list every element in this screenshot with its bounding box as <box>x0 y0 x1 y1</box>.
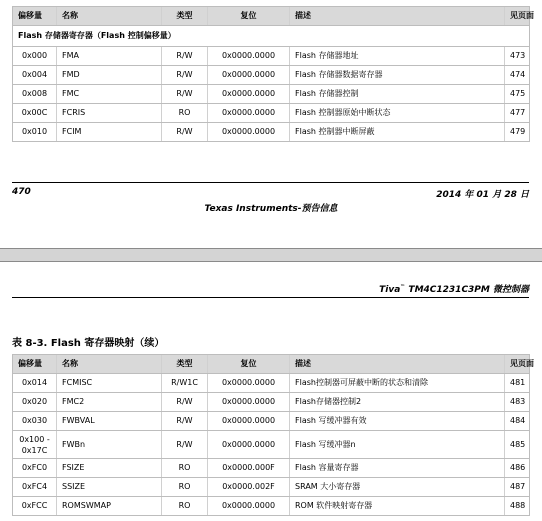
name-cell: FMD <box>57 66 162 85</box>
register-table-continued <box>12 354 534 516</box>
footer-publisher: Texas Instruments-预告信息 <box>204 204 338 214</box>
desc-cell: Flash 控制器原始中断状态 <box>290 104 505 123</box>
col-desc-header: 描述 <box>290 355 505 374</box>
desc-cell: SRAM 大小寄存器 <box>290 478 505 497</box>
table-row <box>13 459 530 478</box>
reset-cell: 0x0000.0000 <box>208 431 290 459</box>
name-cell: FCIM <box>57 123 162 142</box>
table-row <box>13 431 530 459</box>
table-row <box>13 478 530 497</box>
reset-cell: 0x0000.0000 <box>208 393 290 412</box>
desc-cell: Flash 存储器数据寄存器 <box>290 66 505 85</box>
col-page-header: 见页面 <box>505 355 530 374</box>
reset-cell: 0x0000.0000 <box>208 85 290 104</box>
offset-cell: 0x010 <box>13 123 57 142</box>
type-cell: RO <box>162 478 208 497</box>
reset-cell: 0x0000.0000 <box>208 47 290 66</box>
desc-cell: Flash存储器控制2 <box>290 393 505 412</box>
page-link[interactable]: 488 <box>505 497 530 516</box>
table-row <box>13 66 530 85</box>
reset-cell: 0x0000.0000 <box>208 123 290 142</box>
name-cell: FCRIS <box>57 104 162 123</box>
section-title: Flash 存储器寄存器（Flash 控制偏移量） <box>13 26 530 47</box>
page-link[interactable]: 486 <box>505 459 530 478</box>
reset-cell: 0x0000.0000 <box>208 66 290 85</box>
page-link[interactable]: 487 <box>505 478 530 497</box>
page-link[interactable]: 484 <box>505 412 530 431</box>
page-link[interactable]: 485 <box>505 431 530 459</box>
name-cell: FMC <box>57 85 162 104</box>
table-row <box>13 497 530 516</box>
register-table-top <box>12 6 534 142</box>
page-number: 470 <box>12 187 31 197</box>
col-offset-header: 偏移量 <box>13 7 57 26</box>
name-cell: FWBVAL <box>57 412 162 431</box>
name-cell: SSIZE <box>57 478 162 497</box>
offset-cell: 0xFC4 <box>13 478 57 497</box>
name-cell: FSIZE <box>57 459 162 478</box>
desc-cell: Flash控制器可屏蔽中断的状态和清除 <box>290 374 505 393</box>
reset-cell: 0x0000.002F <box>208 478 290 497</box>
col-reset-header: 复位 <box>208 7 290 26</box>
page-header-title <box>379 282 529 295</box>
table-row <box>13 47 530 66</box>
section-row <box>13 26 530 47</box>
offset-cell: 0x00C <box>13 104 57 123</box>
name-cell: FMA <box>57 47 162 66</box>
table-row <box>13 123 530 142</box>
desc-cell: Flash 控制器中断屏蔽 <box>290 123 505 142</box>
desc-cell: Flash 存储器地址 <box>290 47 505 66</box>
offset-cell: 0x000 <box>13 47 57 66</box>
table-row <box>13 104 530 123</box>
type-cell: RO <box>162 497 208 516</box>
offset-cell: 0x008 <box>13 85 57 104</box>
desc-cell: Flash 容量寄存器 <box>290 459 505 478</box>
brand-name: Tiva <box>379 285 401 295</box>
desc-cell: ROM 软件映射寄存器 <box>290 497 505 516</box>
offset-cell: 0x030 <box>13 412 57 431</box>
name-cell: FCMISC <box>57 374 162 393</box>
footer-rule <box>12 182 529 183</box>
reset-cell: 0x0000.0000 <box>208 374 290 393</box>
reset-cell: 0x0000.0000 <box>208 104 290 123</box>
name-cell: FWBn <box>57 431 162 459</box>
offset-cell: 0x020 <box>13 393 57 412</box>
table-caption: 表 8-3. Flash 寄存器映射（续） <box>12 338 165 349</box>
header-rule <box>12 297 529 298</box>
offset-cell: 0x014 <box>13 374 57 393</box>
product-name: TM4C1231C3PM 微控制器 <box>405 285 529 295</box>
col-type-header: 类型 <box>162 7 208 26</box>
offset-cell: 0xFCC <box>13 497 57 516</box>
page-link[interactable]: 473 <box>505 47 530 66</box>
trademark: ™ <box>400 284 406 290</box>
type-cell: R/W <box>162 123 208 142</box>
desc-cell: Flash 写缓冲器n <box>290 431 505 459</box>
type-cell: R/W1C <box>162 374 208 393</box>
col-type-header: 类型 <box>162 355 208 374</box>
reset-cell: 0x0000.0000 <box>208 412 290 431</box>
table-header-row <box>13 355 530 374</box>
table-row <box>13 393 530 412</box>
name-cell: ROMSWMAP <box>57 497 162 516</box>
page-link[interactable]: 479 <box>505 123 530 142</box>
table-header-row <box>13 7 530 26</box>
col-desc-header: 描述 <box>290 7 505 26</box>
offset-cell: 0xFC0 <box>13 459 57 478</box>
table-row <box>13 85 530 104</box>
col-name-header: 名称 <box>57 7 162 26</box>
name-cell: FMC2 <box>57 393 162 412</box>
type-cell: R/W <box>162 412 208 431</box>
type-cell: RO <box>162 104 208 123</box>
page-break-gap <box>0 248 542 262</box>
type-cell: R/W <box>162 85 208 104</box>
page-link[interactable]: 475 <box>505 85 530 104</box>
page-link[interactable]: 483 <box>505 393 530 412</box>
offset-cell: 0x004 <box>13 66 57 85</box>
type-cell: RO <box>162 459 208 478</box>
desc-cell: Flash 写缓冲器有效 <box>290 412 505 431</box>
type-cell: R/W <box>162 66 208 85</box>
page-link[interactable]: 474 <box>505 66 530 85</box>
footer-date: 2014 年 01 月 28 日 <box>436 190 529 200</box>
col-name-header: 名称 <box>57 355 162 374</box>
col-page-header: 见页面 <box>505 7 530 26</box>
offset-cell: 0x100 - 0x17C <box>13 431 57 459</box>
col-offset-header: 偏移量 <box>13 355 57 374</box>
type-cell: R/W <box>162 393 208 412</box>
col-reset-header: 复位 <box>208 355 290 374</box>
type-cell: R/W <box>162 47 208 66</box>
desc-cell: Flash 存储器控制 <box>290 85 505 104</box>
reset-cell: 0x0000.0000 <box>208 497 290 516</box>
page-link[interactable]: 477 <box>505 104 530 123</box>
table-row <box>13 374 530 393</box>
page-link[interactable]: 481 <box>505 374 530 393</box>
reset-cell: 0x0000.000F <box>208 459 290 478</box>
table-row <box>13 412 530 431</box>
type-cell: R/W <box>162 431 208 459</box>
